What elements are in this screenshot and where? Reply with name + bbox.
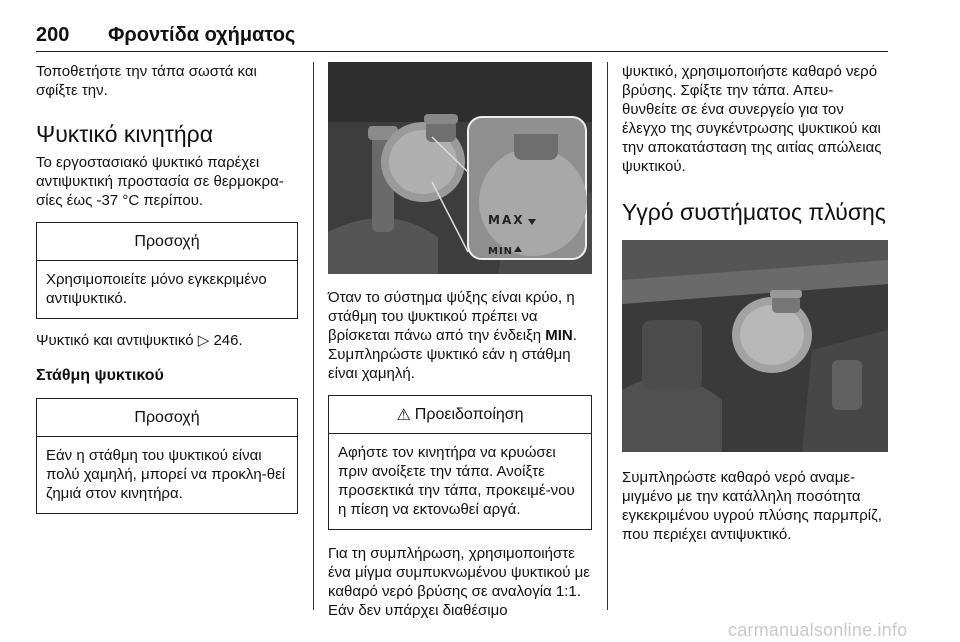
text-segment: . Συμπληρώστε ψυκτικό εάν η στάθμη είναι χαμηλή. (328, 327, 577, 382)
heading-washer-fluid: Υγρό συστήματος πλύσης (622, 199, 886, 225)
text-segment: Όταν το σύστημα ψύξης είναι κρύο, η στάθμη του ψυκτικού πρέπει να βρίσκεται πάνω από την ένδειξη (328, 289, 575, 344)
warning-heading-text: Προειδοποίηση (414, 405, 524, 423)
page-number: 200 (36, 24, 70, 46)
column-2 (328, 62, 592, 620)
page-title: Φροντίδα οχήματος (108, 24, 296, 46)
caution-text: Εάν η στάθμη του ψυκτικού είναι πολύ χαμηλή, μπορεί να προκλη-θεί ζημιά στον κινητήρα. (46, 447, 286, 502)
heading-engine-coolant: Ψυκτικό κινητήρα (36, 121, 214, 147)
reference-text: Ψυκτικό και αντιψυκτικό (36, 332, 194, 349)
washer-reservoir-illustration (622, 240, 888, 452)
column-divider (607, 62, 608, 610)
page-reference-icon: ▷ (197, 332, 210, 349)
watermark: carmanualsonline.info (728, 620, 908, 640)
paragraph-coolant-protection: Το εργοστασιακό ψυκτικό παρέχει αντιψυκτική προστασία σε θερμοκρα-σίες έως -37 °C περίπου. (36, 154, 284, 209)
caution-box-low-level (36, 398, 298, 514)
warning-text: Αφήστε τον κινητήρα να κρυώσει πριν ανοίξετε την τάπα. Ανοίξτε προσεκτικά την τάπα, προκειμέ-νου η πίεση να εκτονωθεί αργά. (338, 444, 575, 518)
paragraph-coolant-level-check (328, 288, 592, 383)
warning-heading (329, 396, 591, 434)
min-mark-label: MIN (488, 246, 514, 257)
page-reference-number[interactable]: 246. (213, 332, 243, 349)
column-1 (36, 62, 298, 514)
column-divider (313, 62, 314, 610)
heading-coolant-level: Στάθμη ψυκτικού (36, 367, 164, 384)
warning-box (328, 395, 592, 530)
caution-text: Χρησιμοποιείτε μόνο εγκεκριμένο αντιψυκτικό. (46, 271, 267, 307)
paragraph-cap-instruction: Τοποθετήστε την τάπα σωστά και σφίξτε την. (36, 63, 257, 99)
page-header (36, 20, 888, 52)
paragraph-coolant-continued: ψυκτικό, χρησιμοποιήστε καθαρό νερό βρύσης. Σφίξτε την τάπα. Απευ-θυνθείτε σε ένα συνεργείο για τον έλεγχο της συγκέντρωσης ψυκτικού και την αποκατάσταση της αιτίας απώλειας ψυκτικού. (622, 63, 882, 175)
column-3 (622, 62, 888, 544)
paragraph-coolant-reference (36, 331, 298, 350)
coolant-reservoir-illustration (328, 62, 592, 274)
caution-heading: Προσοχή (37, 223, 297, 261)
max-mark-label: MAX (488, 213, 525, 227)
min-marker-text: MIN (545, 327, 573, 344)
caution-heading: Προσοχή (37, 399, 297, 437)
coolant-reservoir-image (328, 62, 592, 274)
warning-icon: ⚠ (396, 406, 411, 424)
caution-box-antifreeze (36, 222, 298, 319)
washer-reservoir-image (622, 240, 888, 452)
paragraph-washer-fill: Συμπληρώστε καθαρό νερό αναμε-μιγμένο με την κατάλληλη ποσότητα εγκεκριμένου υγρού πλύσης παρμπρίζ, που περιέχει αντιψυκτικό. (622, 469, 882, 543)
paragraph-coolant-mix: Για τη συμπλήρωση, χρησιμοποιήστε ένα μίγμα συμπυκνωμένου ψυκτικού με καθαρό νερό βρύσης σε αναλογία 1:1. Εάν δεν υπάρχει διαθέσιμο (328, 545, 590, 619)
